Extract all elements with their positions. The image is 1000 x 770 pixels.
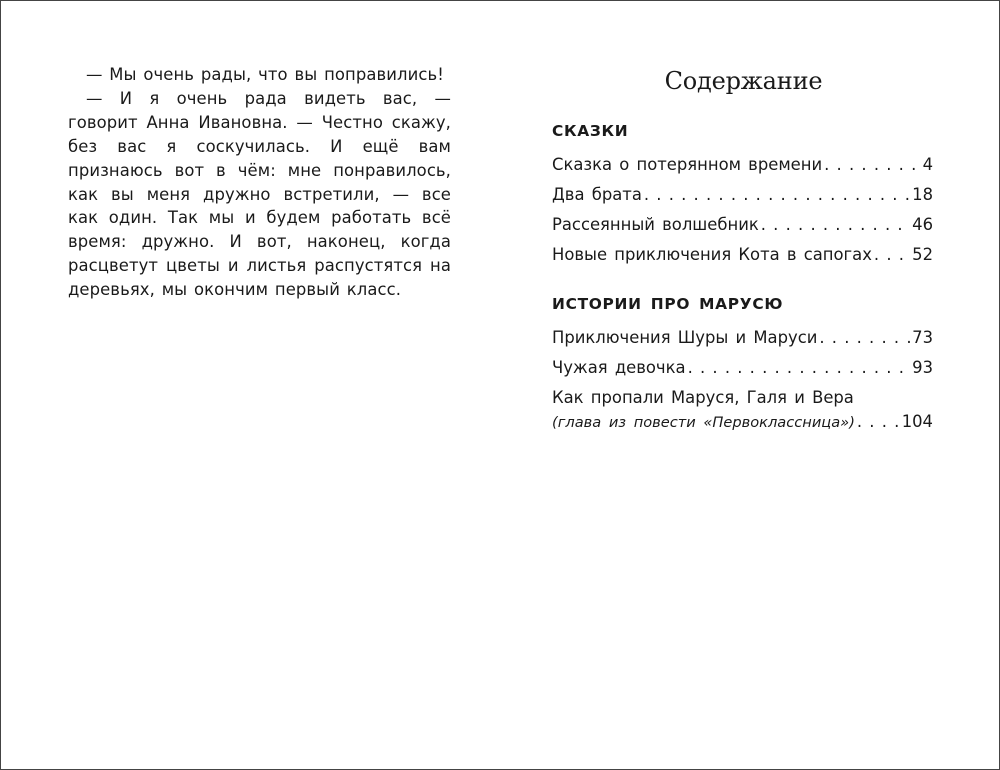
dot-leader <box>688 353 911 383</box>
toc-title: Содержание <box>664 67 823 95</box>
page-number: 46 <box>912 215 933 234</box>
toc-entry[interactable] <box>552 240 933 270</box>
toc-entry[interactable] <box>552 210 933 240</box>
section-heading: СКАЗКИ <box>552 122 629 140</box>
entry-title: Приключения Шуры и Маруси <box>552 328 818 347</box>
page-number: 18 <box>912 185 933 204</box>
page-number: 4 <box>922 155 933 174</box>
toc-entry[interactable] <box>552 323 933 353</box>
toc-entry[interactable] <box>552 353 933 383</box>
dot-leader <box>857 410 900 434</box>
toc-entry[interactable] <box>552 386 933 435</box>
page-number: 73 <box>912 328 933 347</box>
left-page <box>68 63 451 302</box>
dot-leader <box>824 150 920 180</box>
dot-leader <box>761 210 910 240</box>
entry-title: Два брата <box>552 185 642 204</box>
page-number: 52 <box>912 245 933 264</box>
toc-entry[interactable] <box>552 150 933 180</box>
page-number: 104 <box>901 412 933 431</box>
table-of-contents <box>552 63 933 435</box>
dot-leader <box>819 323 910 353</box>
entry-title: Рассеянный волшебник <box>552 215 759 234</box>
toc-section-marusya <box>552 294 933 435</box>
entry-title: Чужая девочка <box>552 358 686 377</box>
paragraph: — И я очень рада видеть вас, — говорит Анна Ивановна. — Честно скажу, без вас я соскучилась. И ещё вам признаюсь вот в чём: мне понравилось, как вы меня дружно встретили, — все как один. Так мы и будем работать всё время: дружно. И вот, наконец, когда расцветут цветы и листья распустятся на деревьях, мы окончим первый класс. <box>68 88 451 300</box>
entry-title: Новые приключения Кота в сапогах <box>552 245 872 264</box>
dot-leader <box>874 240 910 270</box>
dot-leader <box>644 180 910 210</box>
toc-entry[interactable] <box>552 180 933 210</box>
entry-title: Как пропали Маруся, Галя и Вера <box>552 388 854 407</box>
entry-subtitle: (глава из повести «Первоклассница») <box>552 414 855 431</box>
section-heading: ИСТОРИИ ПРО МАРУСЮ <box>552 295 784 313</box>
toc-section-skazki <box>552 121 933 270</box>
entry-title: Сказка о потерянном времени <box>552 155 823 174</box>
page-number: 93 <box>912 358 933 377</box>
body-text <box>68 63 451 302</box>
paragraph: — Мы очень рады, что вы поправились! <box>86 65 444 84</box>
